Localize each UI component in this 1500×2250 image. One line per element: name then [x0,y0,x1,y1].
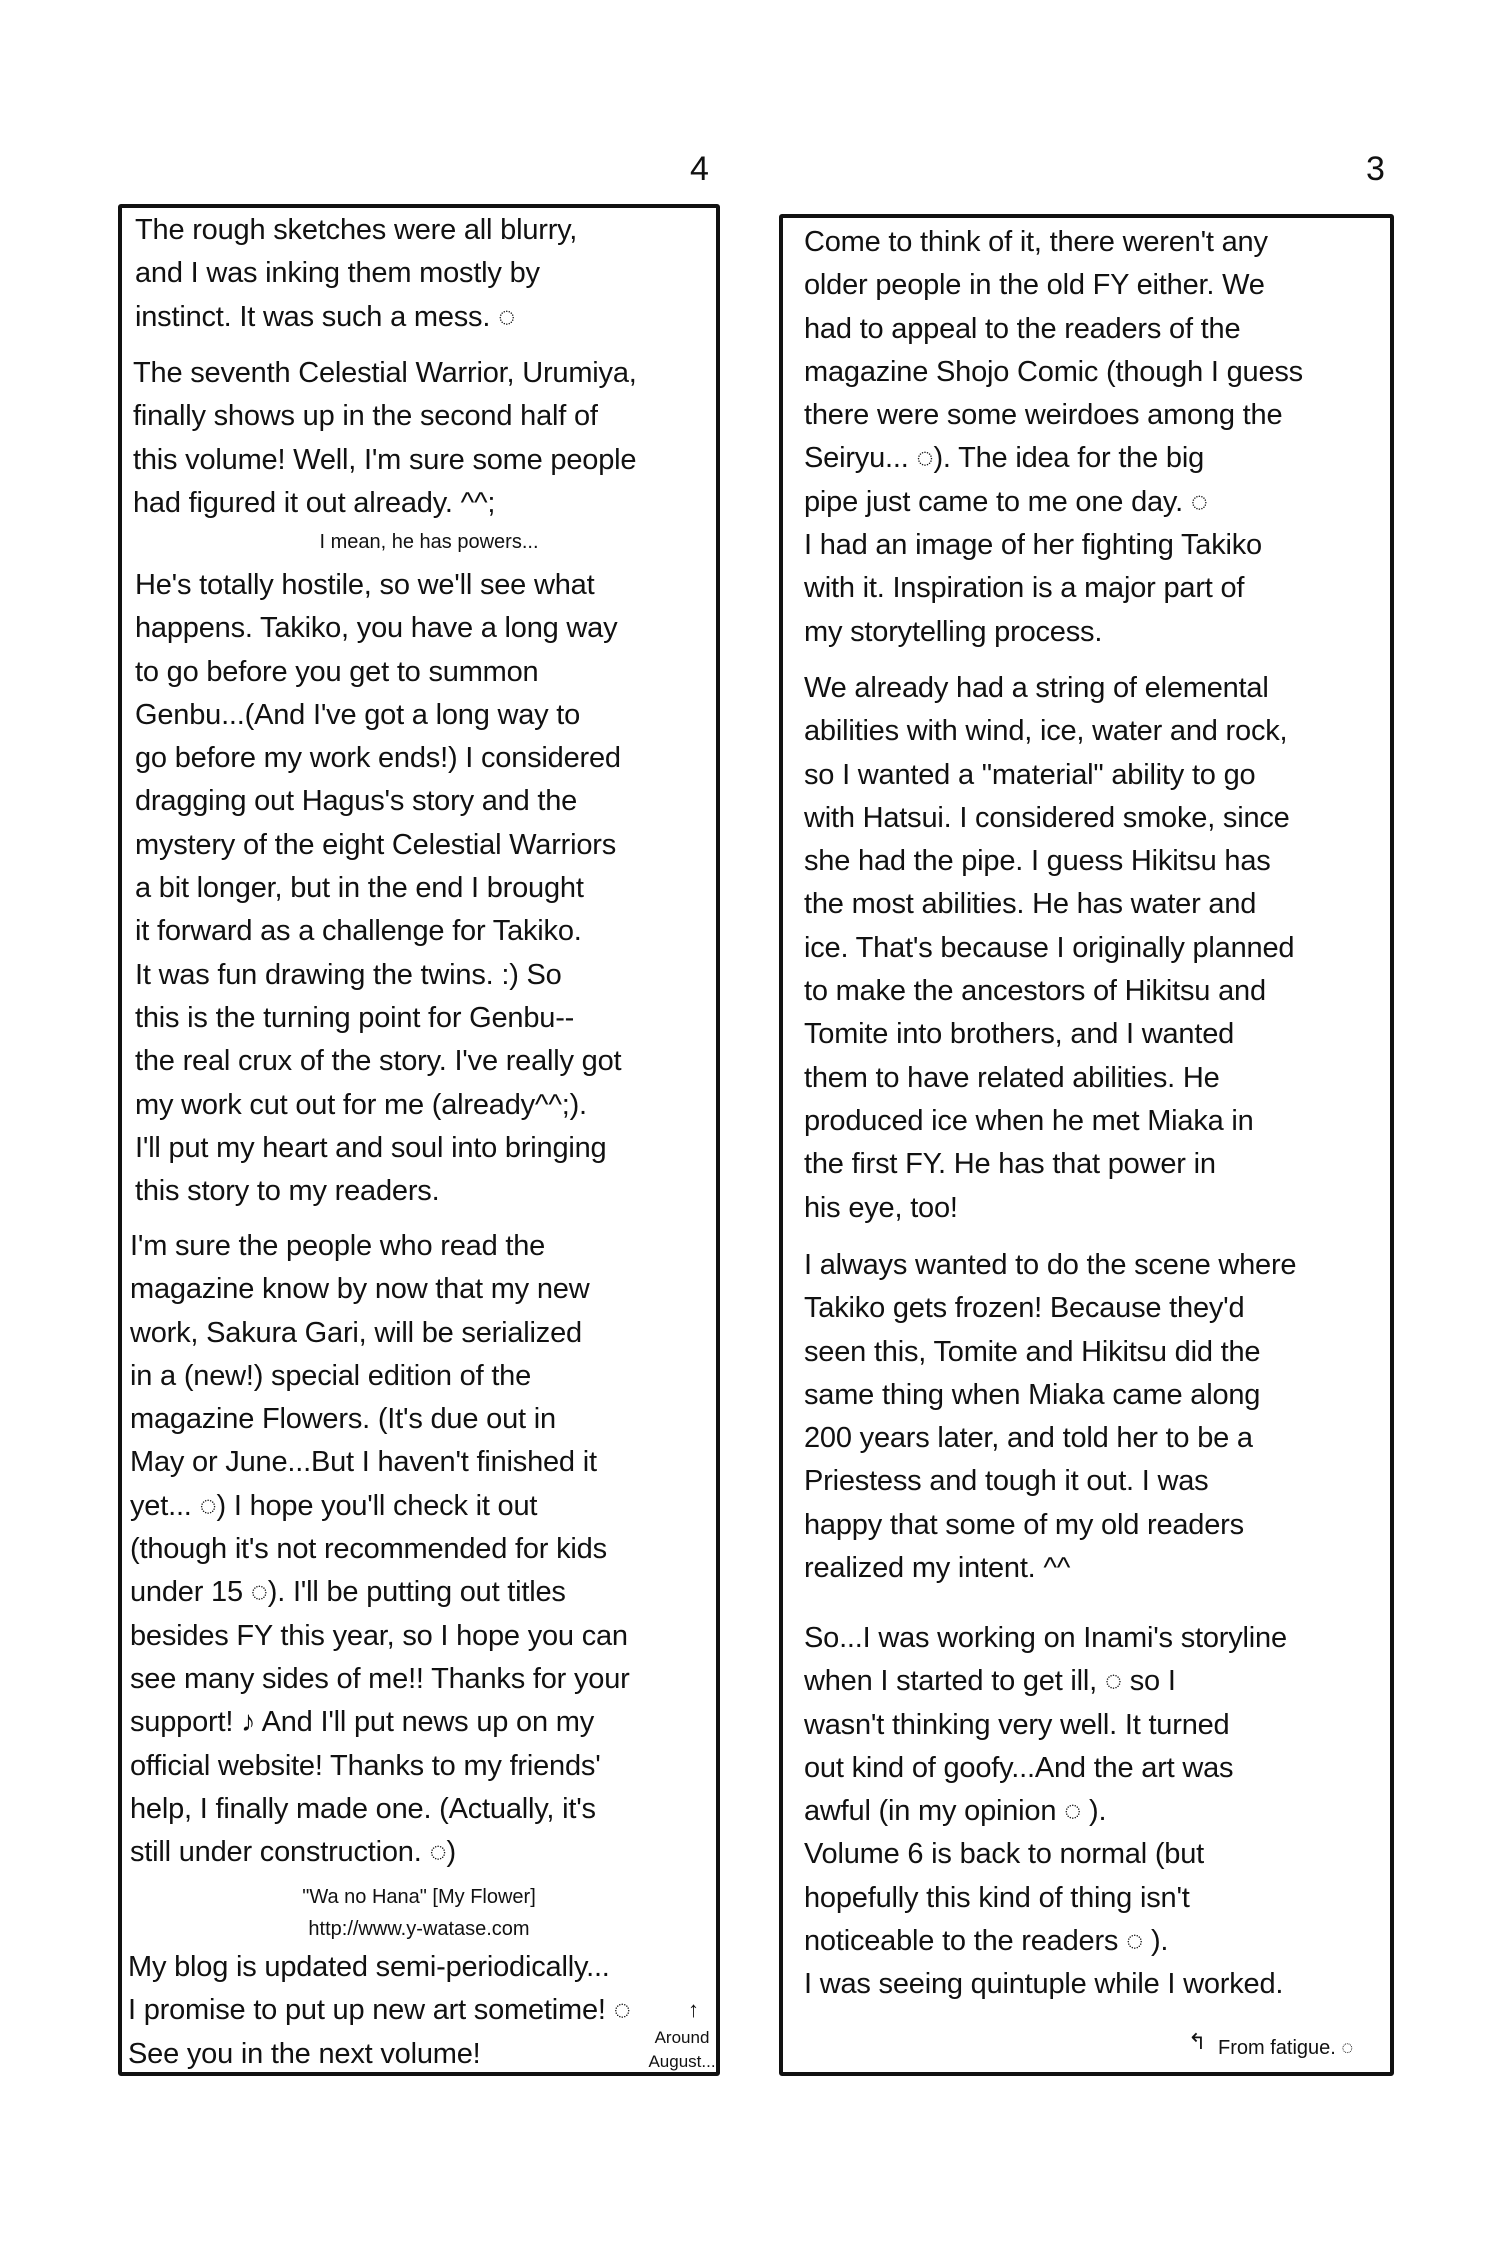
text-line: I was seeing quintuple while I worked. [804,1968,1284,2001]
text-line: May or June...But I haven't finished it [130,1446,597,1479]
text-line: (though it's not recommended for kids [130,1533,607,1566]
text-line: Around [654,2028,710,2047]
text-line: See you in the next volume! [128,2037,481,2070]
text-line: them to have related abilities. He [804,1061,1220,1094]
text-line: had to appeal to the readers of the [804,312,1241,345]
text-line: The rough sketches were all blurry, [135,214,578,246]
text-line: I promise to put up new art sometime! ◌ [128,1994,631,2027]
caption: I mean, he has powers... [319,531,539,553]
text-line: with it. Inspiration is a major part of [804,572,1245,605]
text-line: work, Sakura Gari, will be serialized [130,1316,582,1349]
text-line: produced ice when he met Miaka in [804,1104,1254,1137]
text-line: ice. That's because I originally planned [804,931,1295,964]
text-line: besides FY this year, so I hope you can [130,1619,628,1652]
text-line: there were some weirdoes among the [804,399,1283,432]
text-line: this is the turning point for Genbu-- [135,1001,575,1034]
text-line: seen this, Tomite and Hikitsu did the [804,1335,1261,1368]
text-line: magazine know by now that my new [130,1273,590,1306]
text-line: Come to think of it, there weren't any [804,226,1268,258]
text-line: It was fun drawing the twins. :) So [135,958,562,991]
text-line: finally shows up in the second half of [133,400,598,433]
text-line: I had an image of her fighting Takiko [804,529,1262,562]
text-line: I'll put my heart and soul into bringing [135,1131,607,1164]
right-paragraph [804,1244,1296,1590]
text-line: the first FY. He has that power in [804,1148,1216,1181]
text-line: Takiko gets frozen! Because they'd [804,1292,1245,1325]
text-line: older people in the old FY either. We [804,269,1265,302]
text-line: mystery of the eight Celestial Warriors [135,828,617,861]
text-line: it forward as a challenge for Takiko. [135,915,582,948]
website-url: http://www.y-watase.com [308,1918,530,1940]
website-name: "Wa no Hana" [My Flower] [302,1886,536,1908]
text-line: out kind of goofy...And the art was [804,1751,1234,1784]
text-line: dragging out Hagus's story and the [135,785,578,818]
text-line: under 15 ◌). I'll be putting out titles [130,1576,566,1609]
text-line: a bit longer, but in the end I brought [135,872,584,905]
text-line: realized my intent. ^^ [804,1552,1071,1585]
right-paragraph [804,221,1303,654]
text-line: magazine Shojo Comic (though I guess [804,355,1303,388]
text-line: 200 years later, and told her to be a [804,1422,1253,1455]
text-line: the most abilities. He has water and [804,888,1257,921]
text-line: happens. Takiko, you have a long way [135,612,618,645]
text-line: so I wanted a "material" ability to go [804,758,1256,791]
text-line: when I started to get ill, ◌ so I [804,1665,1176,1698]
page-number-left: 4 [690,150,709,188]
text-line: hopefully this kind of thing isn't [804,1881,1190,1914]
text-line: Genbu...(And I've got a long way to [135,698,581,731]
text-line: this volume! Well, I'm sure some people [133,443,637,476]
left-paragraph [135,209,577,339]
text-line: pipe just came to me one day. ◌ [804,485,1208,518]
text-line: Priestess and tough it out. I was [804,1465,1209,1498]
left-paragraph [130,1225,630,1874]
left-paragraph [133,352,637,525]
text-line: noticeable to the readers ◌ ). [804,1925,1169,1958]
text-line: to make the ancestors of Hikitsu and [804,975,1266,1008]
right-paragraph [804,1617,1287,2007]
text-line: and I was inking them mostly by [135,257,540,290]
text-line: awful (in my opinion ◌ ). [804,1795,1107,1828]
text-line: support! ♪ And I'll put news up on my [130,1706,595,1739]
text-line: Volume 6 is back to normal (but [804,1838,1204,1871]
text-line: in a (new!) special edition of the [130,1359,532,1392]
text-line: my storytelling process. [804,615,1103,648]
right-paragraph [804,667,1294,1230]
text-line: So...I was working on Inami's storyline [804,1622,1287,1654]
left-paragraph [128,1948,631,2078]
text-line: abilities with wind, ice, water and rock, [804,715,1288,748]
text-line: He's totally hostile, so we'll see what [135,569,595,601]
text-line: yet... ◌) I hope you'll check it out [130,1489,538,1522]
text-line: same thing when Miaka came along [804,1378,1261,1411]
text-line: August... [648,2052,716,2071]
text-line: instinct. It was such a mess. ◌ [135,300,516,333]
text-line: had figured it out already. ^^; [133,486,496,519]
text-line: I'm sure the people who read the [130,1230,546,1262]
text-line: the real crux of the story. I've really got [135,1045,622,1078]
left-paragraph [135,564,621,1213]
text-line: Tomite into brothers, and I wanted [804,1018,1235,1051]
curved-arrow-icon: ↰ [1188,2029,1207,2054]
up-arrow-icon: ↑ [688,1997,699,2022]
text-line: help, I finally made one. (Actually, it's [130,1792,596,1825]
text-line: Seiryu... ◌). The idea for the big [804,442,1204,475]
text-line: my work cut out for me (already^^;). [135,1088,587,1121]
text-line: My blog is updated semi-periodically... [128,1951,610,1983]
text-line: magazine Flowers. (It's due out in [130,1403,556,1436]
text-line: see many sides of me!! Thanks for your [130,1662,630,1695]
text-line: she had the pipe. I guess Hikitsu has [804,845,1271,878]
text-line: We already had a string of elemental [804,672,1269,704]
text-line: to go before you get to summon [135,655,539,688]
text-line: wasn't thinking very well. It turned [804,1708,1230,1741]
text-line: this story to my readers. [135,1175,440,1208]
text-line: official website! Thanks to my friends' [130,1749,601,1782]
text-line: his eye, too! [804,1191,958,1224]
text-line: still under construction. ◌) [130,1836,456,1869]
footnote: From fatigue. ◌ [1218,2037,1354,2059]
text-line: The seventh Celestial Warrior, Urumiya, [133,357,637,389]
text-line: go before my work ends!) I considered [135,742,621,775]
page-number-right: 3 [1366,150,1385,188]
text-line: with Hatsui. I considered smoke, since [804,801,1290,834]
side-note [648,2026,715,2074]
text-line: happy that some of my old readers [804,1508,1244,1541]
text-line: I always wanted to do the scene where [804,1249,1297,1281]
